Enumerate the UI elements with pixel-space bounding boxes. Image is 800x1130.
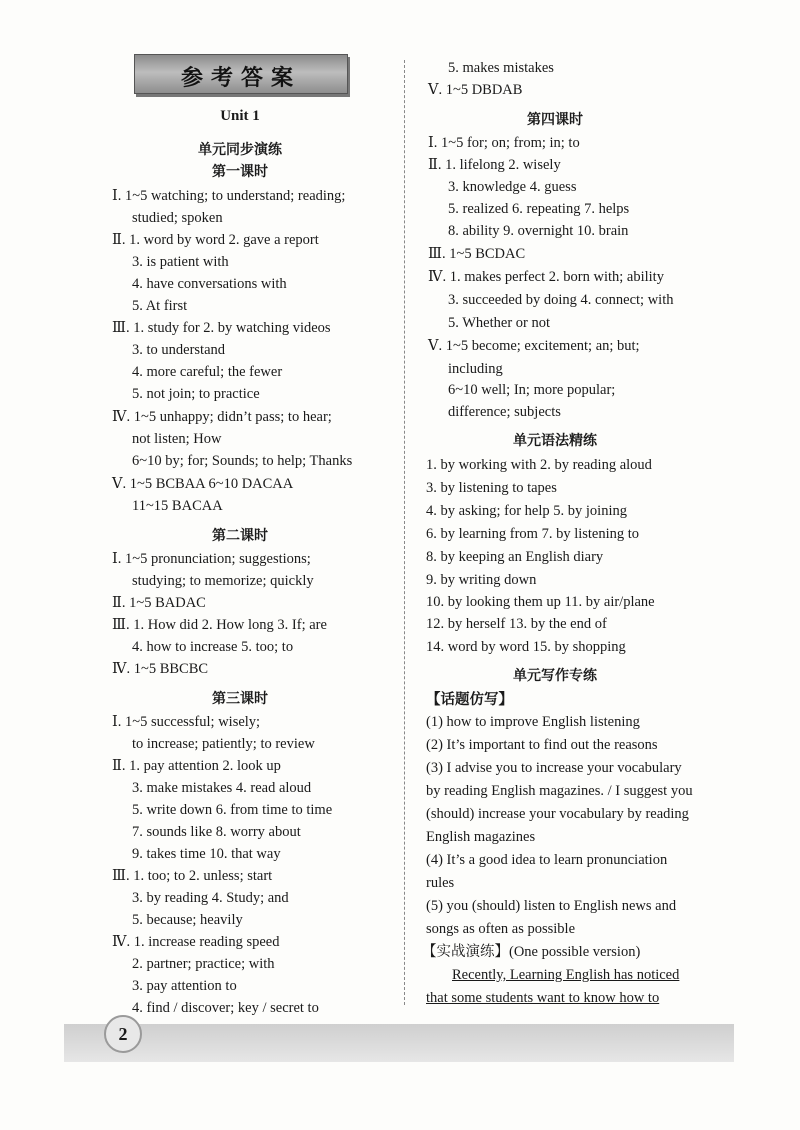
answer-line: 3. to understand — [132, 342, 226, 358]
answer-line: 4. find / discover; key / secret to — [132, 1000, 319, 1016]
answer-line: songs as often as possible — [426, 921, 576, 937]
answer-line: Ⅰ. 1~5 successful; wisely; — [112, 714, 261, 730]
answer-line: 14. word by word 15. by shopping — [426, 639, 626, 655]
answer-line: 4. more careful; the fewer — [132, 364, 283, 380]
answer-line: 1. by working with 2. by reading aloud — [426, 457, 652, 473]
answer-line: not listen; How — [132, 431, 222, 447]
answer-line: 5. realized 6. repeating 7. helps — [448, 201, 630, 217]
answer-line: 3. is patient with — [132, 254, 229, 270]
answer-line: Ⅳ. 1~5 unhappy; didn’t pass; to hear; — [112, 409, 332, 425]
section-heading: 单元写作专练 — [513, 668, 597, 684]
answer-line: 5. Whether or not — [448, 315, 551, 331]
answer-line: (1) how to improve English listening — [426, 714, 640, 730]
answer-line: (3) I advise you to increase your vocabulary — [426, 760, 682, 776]
answer-line: (2) It’s important to find out the reasons — [426, 737, 658, 753]
answer-line: Ⅱ. 1. word by word 2. gave a report — [112, 232, 319, 248]
lesson-heading: 第一课时 — [212, 164, 268, 180]
answer-line: 3. by reading 4. Study; and — [132, 890, 289, 906]
lesson-heading: 第三课时 — [212, 691, 268, 707]
answer-line: 5. write down 6. from time to time — [132, 802, 333, 818]
answer-line: 6~10 well; In; more popular; — [448, 382, 616, 398]
answer-line: 9. by writing down — [426, 572, 537, 588]
answer-line: Ⅱ. 1. pay attention 2. look up — [112, 758, 281, 774]
footer-band — [64, 1024, 734, 1062]
answer-line: 4. how to increase 5. too; to — [132, 639, 294, 655]
answer-line: Ⅲ. 1~5 BCDAC — [428, 246, 526, 262]
answer-line: Ⅳ. 1. increase reading speed — [112, 934, 280, 950]
answer-line: including — [448, 361, 503, 377]
answer-line: (5) you (should) listen to English news and — [426, 898, 677, 914]
answer-line: studied; spoken — [132, 210, 223, 226]
answer-line: Ⅱ. 1~5 BADAC — [112, 595, 206, 611]
answer-line: by reading English magazines. / I suggest you — [426, 783, 693, 799]
answer-line: rules — [426, 875, 455, 891]
answer-line: 8. ability 9. overnight 10. brain — [448, 223, 629, 239]
essay-line: that some students want to know how to — [426, 990, 660, 1006]
answer-line: 11~15 BACAA — [132, 498, 223, 514]
answer-line: 3. pay attention to — [132, 978, 237, 994]
answer-line: difference; subjects — [448, 404, 561, 420]
answer-line: Ⅰ. 1~5 pronunciation; suggestions; — [112, 551, 311, 567]
answer-line: 5. because; heavily — [132, 912, 243, 928]
practice-label: 【实战演练】(One possible version) — [422, 944, 641, 960]
answer-line: Ⅴ. 1~5 become; excitement; an; but; — [428, 338, 640, 354]
banner-title: 参考答案 — [180, 65, 301, 91]
answer-line: 5. At first — [132, 298, 188, 314]
answer-line: Ⅱ. 1. lifelong 2. wisely — [428, 157, 561, 173]
answer-line: 3. by listening to tapes — [426, 480, 557, 496]
answer-line: 12. by herself 13. by the end of — [426, 616, 607, 632]
answer-line: 10. by looking them up 11. by air/plane — [426, 594, 655, 610]
answer-line: 3. succeeded by doing 4. connect; with — [448, 292, 674, 308]
answer-line: to increase; patiently; to review — [132, 736, 315, 752]
answer-line: 9. takes time 10. that way — [132, 846, 281, 862]
answer-line: Ⅲ. 1. study for 2. by watching videos — [112, 320, 331, 336]
answer-line: Ⅴ. 1~5 DBDAB — [428, 82, 523, 98]
answer-line: 3. make mistakes 4. read aloud — [132, 780, 312, 796]
answer-line: studying; to memorize; quickly — [132, 573, 314, 589]
answer-line: Ⅳ. 1~5 BBCBC — [112, 661, 209, 677]
answer-line: (should) increase your vocabulary by reading — [426, 806, 689, 822]
answer-line: 2. partner; practice; with — [132, 956, 275, 972]
answer-line: 8. by keeping an English diary — [426, 549, 604, 565]
unit-title: Unit 1 — [220, 108, 260, 124]
answer-line: Ⅲ. 1. too; to 2. unless; start — [112, 868, 273, 884]
essay-line: Recently, Learning English has noticed — [452, 967, 680, 983]
answer-line: 4. have conversations with — [132, 276, 287, 292]
lesson-heading: 第二课时 — [212, 528, 268, 544]
answer-line: 5. makes mistakes — [448, 60, 554, 76]
answer-line: Ⅳ. 1. makes perfect 2. born with; ability — [428, 269, 664, 285]
answer-line: Ⅰ. 1~5 watching; to understand; reading; — [112, 188, 346, 204]
section-heading: 单元同步演练 — [198, 142, 282, 158]
lesson-heading: 第四课时 — [527, 112, 583, 128]
section-heading: 单元语法精练 — [513, 433, 597, 449]
answer-line: Ⅲ. 1. How did 2. How long 3. If; are — [112, 617, 327, 633]
column-divider — [404, 60, 405, 1005]
answer-key-banner — [134, 54, 348, 94]
answer-line: 6~10 by; for; Sounds; to help; Thanks — [132, 453, 353, 469]
topic-imitation-label: 【话题仿写】 — [426, 692, 513, 708]
page-number: 2 — [104, 1015, 142, 1053]
answer-line: Ⅰ. 1~5 for; on; from; in; to — [428, 135, 580, 151]
answer-line: 7. sounds like 8. worry about — [132, 824, 301, 840]
answer-line: English magazines — [426, 829, 536, 845]
answer-line: 5. not join; to practice — [132, 386, 260, 402]
answer-line: 4. by asking; for help 5. by joining — [426, 503, 627, 519]
answer-line: 6. by learning from 7. by listening to — [426, 526, 640, 542]
answer-line: 3. knowledge 4. guess — [448, 179, 577, 195]
answer-line: Ⅴ. 1~5 BCBAA 6~10 DACAA — [112, 476, 294, 492]
answer-line: (4) It’s a good idea to learn pronunciation — [426, 852, 668, 868]
